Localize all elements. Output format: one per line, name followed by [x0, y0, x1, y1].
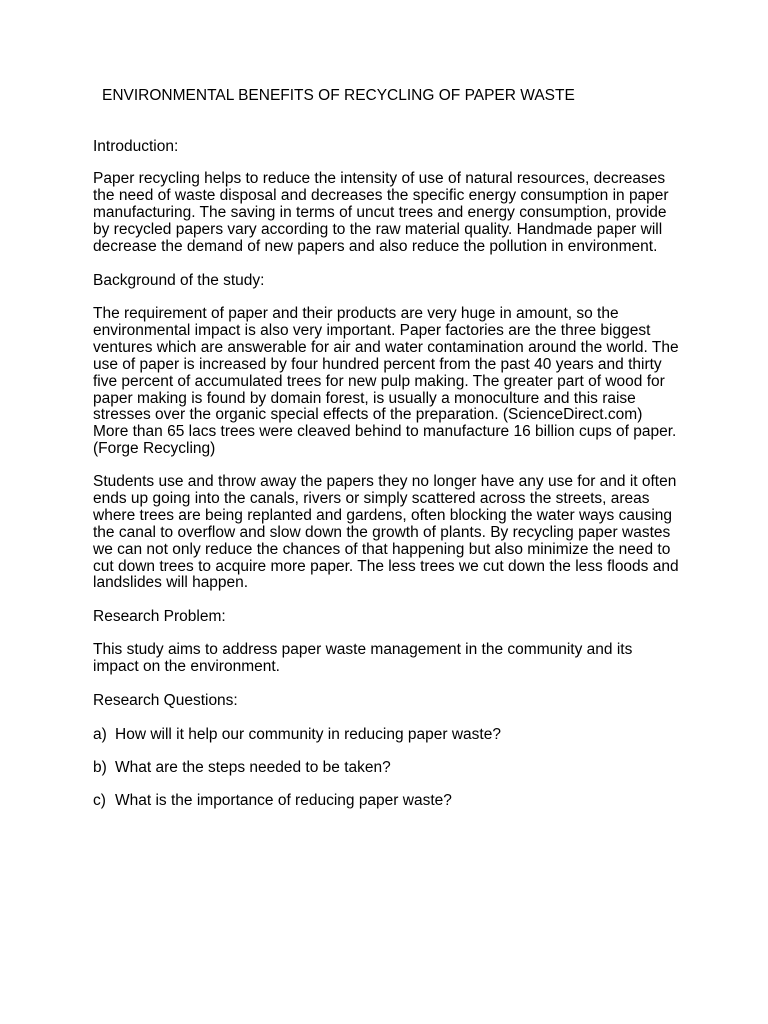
- introduction-heading: Introduction:: [93, 138, 179, 155]
- background-heading: Background of the study:: [93, 272, 265, 289]
- document-title: ENVIRONMENTAL BENEFITS OF RECYCLING OF PAPER WASTE: [102, 87, 575, 104]
- research-question-item: [93, 759, 391, 776]
- background-paragraph-2: Students use and throw away the papers they no longer have any use for and it often ends up going into the canals, rivers or simply scattered across the streets, areas where trees are being replanted and gardens, often blocking the water ways causing the canal to overflow and slow down the growth of plants. By recycling paper wastes we can not only reduce the chances of that happening but also minimize the need to cut down trees to acquire more paper. The less trees we cut down the less floods and landslides will happen.: [93, 473, 679, 592]
- research-question-item: [93, 726, 501, 743]
- research-question-item: [93, 792, 452, 809]
- research-problem-paragraph: This study aims to address paper waste management in the community and its impact on the environment.: [93, 641, 633, 675]
- question-text: What is the importance of reducing paper waste?: [115, 792, 452, 809]
- introduction-paragraph: Paper recycling helps to reduce the intensity of use of natural resources, decreases the need of waste disposal and decreases the specific energy consumption in paper manufacturing. The saving in terms of uncut trees and energy consumption, provide by recycled papers vary according to the raw material quality. Handmade paper will decrease the demand of new papers and also reduce the pollution in environment.: [93, 170, 669, 255]
- research-questions-heading: Research Questions:: [93, 692, 238, 709]
- background-paragraph-1: The requirement of paper and their products are very huge in amount, so the environmental impact is also very important. Paper factories are the three biggest ventures which are answerable for air and water contamination around the world. The use of paper is increased by four hundred percent from the past 40 years and thirty five percent of accumulated trees for new pulp making. The greater part of wood for paper making is found by domain forest, is usually a monoculture and this raise stresses over the organic special effects of the preparation. (ScienceDirect.com) More than 65 lacs trees were cleaved behind to manufacture 16 billion cups of paper. (Forge Recycling): [93, 305, 679, 458]
- research-problem-heading: Research Problem:: [93, 608, 226, 625]
- list-marker: a): [93, 726, 107, 743]
- question-text: What are the steps needed to be taken?: [115, 759, 391, 776]
- question-text: How will it help our community in reducing paper waste?: [115, 726, 501, 743]
- list-marker: c): [93, 792, 106, 809]
- list-marker: b): [93, 759, 107, 776]
